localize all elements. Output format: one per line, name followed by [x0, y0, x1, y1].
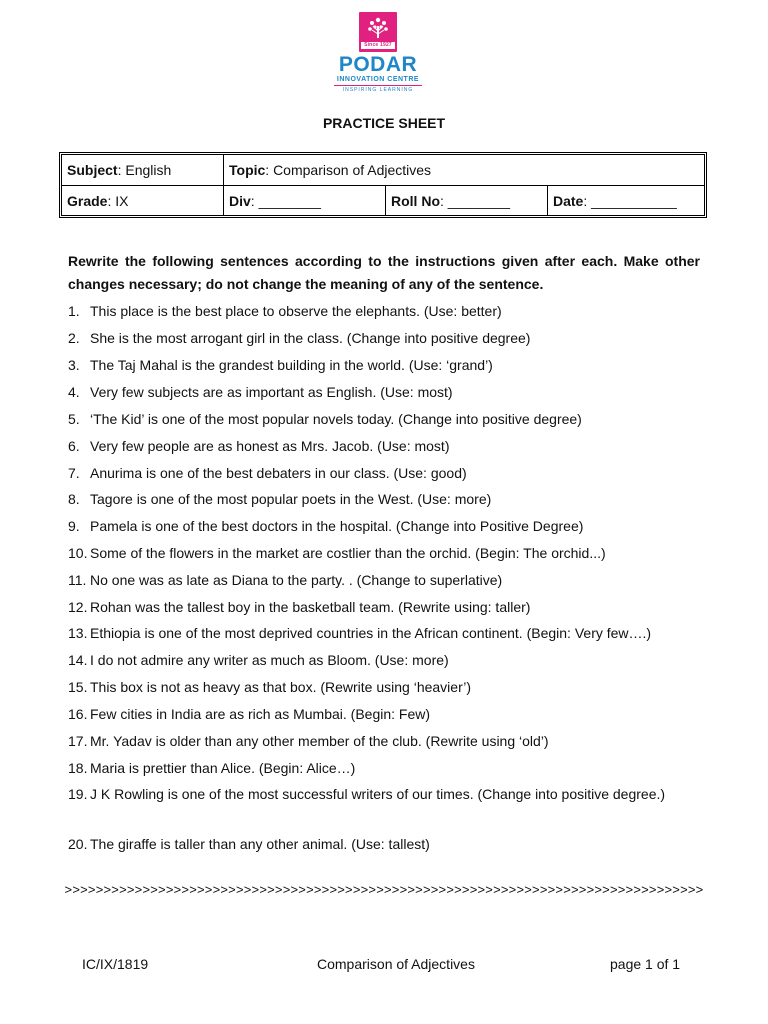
question-number: 10.: [68, 545, 88, 561]
logo-since: Since 1927: [361, 42, 395, 49]
logo-brand: PODAR: [338, 53, 418, 76]
question-number: 2.: [68, 330, 80, 346]
subject-value: : English: [117, 162, 172, 178]
question-number: 13.: [68, 625, 88, 641]
question-number: 5.: [68, 411, 80, 427]
question-number: 1.: [68, 303, 80, 319]
question-text: Rohan was the tallest boy in the basketball team. (Rewrite using: taller): [90, 599, 531, 615]
grade-label: Grade: [67, 193, 108, 209]
question-item: [68, 488, 700, 511]
logo-tagline: INSPIRING LEARNING: [342, 87, 414, 93]
question-item: [68, 354, 700, 377]
question-text: Very few people are as honest as Mrs. Jacob. (Use: most): [90, 438, 450, 454]
date-cell: [548, 186, 703, 216]
section-divider: >>>>>>>>>>>>>>>>>>>>>>>>>>>>>>>>>>>>>>>>>>>>>>>>>>>>>>>>>>>>>>>>>>>>>>>>>>>>>>>>>>: [64, 882, 704, 897]
question-number: 3.: [68, 357, 80, 373]
question-item: [68, 435, 700, 458]
question-text: ‘The Kid’ is one of the most popular novels today. (Change into positive degree): [90, 411, 582, 427]
tree-icon: [366, 15, 390, 39]
info-row-subject: [62, 155, 704, 186]
question-text: Tagore is one of the most popular poets in the West. (Use: more): [90, 491, 492, 507]
question-text: She is the most arrogant girl in the class. (Change into positive degree): [90, 330, 531, 346]
question-number: 20.: [68, 836, 88, 852]
question-item: [68, 649, 700, 672]
question-number: 7.: [68, 465, 80, 481]
grade-cell: [62, 186, 222, 216]
question-number: 18.: [68, 760, 88, 776]
footer-code: IC/IX/1819: [82, 956, 149, 972]
question-text: J K Rowling is one of the most successful writers of our times. (Change into positive degree.): [90, 786, 666, 802]
question-item: [68, 300, 700, 323]
question-text: Few cities in India are as rich as Mumbai. (Begin: Few): [90, 706, 431, 722]
div-label: Div: [229, 193, 251, 209]
question-item: [68, 327, 700, 350]
question-item: [68, 569, 700, 592]
question-text: The giraffe is taller than any other animal. (Use: tallest): [90, 836, 430, 852]
div-cell: [224, 186, 384, 216]
topic-label: Topic: [229, 162, 266, 178]
topic-value: : Comparison of Adjectives: [265, 162, 432, 178]
question-item: [68, 462, 700, 485]
page-title: PRACTICE SHEET: [322, 115, 446, 131]
info-table: [59, 152, 707, 218]
question-text: This place is the best place to observe the elephants. (Use: better): [90, 303, 502, 319]
logo-rule: [334, 85, 422, 86]
question-text: Ethiopia is one of the most deprived countries in the African continent. (Begin: Very few….): [90, 625, 652, 641]
question-number: 4.: [68, 384, 80, 400]
question-text: Some of the flowers in the market are costlier than the orchid. (Begin: The orchid...): [90, 545, 606, 561]
footer-topic: Comparison of Adjectives: [317, 956, 475, 972]
question-item: [68, 730, 700, 753]
question-text: Maria is prettier than Alice. (Begin: Alice…): [90, 760, 356, 776]
question-text: Anurima is one of the best debaters in our class. (Use: good): [90, 465, 467, 481]
podar-logo: [330, 12, 426, 98]
question-text: Pamela is one of the best doctors in the hospital. (Change into Positive Degree): [90, 518, 584, 534]
question-number: 11.: [68, 572, 87, 588]
question-item: [68, 408, 700, 431]
date-value: : ___________: [583, 193, 677, 209]
question-text: The Taj Mahal is the grandest building in the world. (Use: ‘grand’): [90, 357, 493, 373]
roll-cell: [386, 186, 546, 216]
question-number: 12.: [68, 599, 88, 615]
roll-value: : ________: [440, 193, 511, 209]
question-item: [68, 542, 700, 565]
question-number: 15.: [68, 679, 88, 695]
question-number: 8.: [68, 491, 80, 507]
question-text: This box is not as heavy as that box. (Rewrite using ‘heavier’): [90, 679, 472, 695]
question-number: 19.: [68, 786, 88, 802]
question-text: I do not admire any writer as much as Bloom. (Use: more): [90, 652, 449, 668]
question-item: [68, 676, 700, 699]
question-item: [68, 622, 700, 645]
question-number: 17.: [68, 733, 88, 749]
question-number: 6.: [68, 438, 80, 454]
logo-badge: [359, 12, 397, 52]
div-value: : ________: [250, 193, 321, 209]
question-item: [68, 515, 700, 538]
question-number: 14.: [68, 652, 88, 668]
question-number: 16.: [68, 706, 88, 722]
date-label: Date: [553, 193, 584, 209]
roll-label: Roll No: [391, 193, 440, 209]
instructions: Rewrite the following sentences according to the instructions given after each. Make other changes necessary; do not change the meaning of any of the sentence.: [68, 253, 700, 292]
question-item: [68, 596, 700, 619]
topic-cell: [224, 155, 699, 185]
subject-label: Subject: [67, 162, 118, 178]
subject-cell: [62, 155, 222, 185]
question-item: [68, 381, 700, 404]
logo-subtitle: INNOVATION CENTRE: [336, 76, 420, 83]
info-row-grade: [62, 186, 704, 216]
question-number: 9.: [68, 518, 80, 534]
grade-value: : IX: [107, 193, 129, 209]
question-text: Mr. Yadav is older than any other member of the club. (Rewrite using ‘old’): [90, 733, 549, 749]
footer-page: page 1 of 1: [610, 956, 681, 972]
question-item: [68, 757, 700, 780]
question-text: Very few subjects are as important as English. (Use: most): [90, 384, 453, 400]
question-item: [68, 703, 700, 726]
question-item: [68, 783, 700, 806]
question-item: [68, 833, 700, 856]
question-text: No one was as late as Diana to the party. . (Change to superlative): [90, 572, 503, 588]
